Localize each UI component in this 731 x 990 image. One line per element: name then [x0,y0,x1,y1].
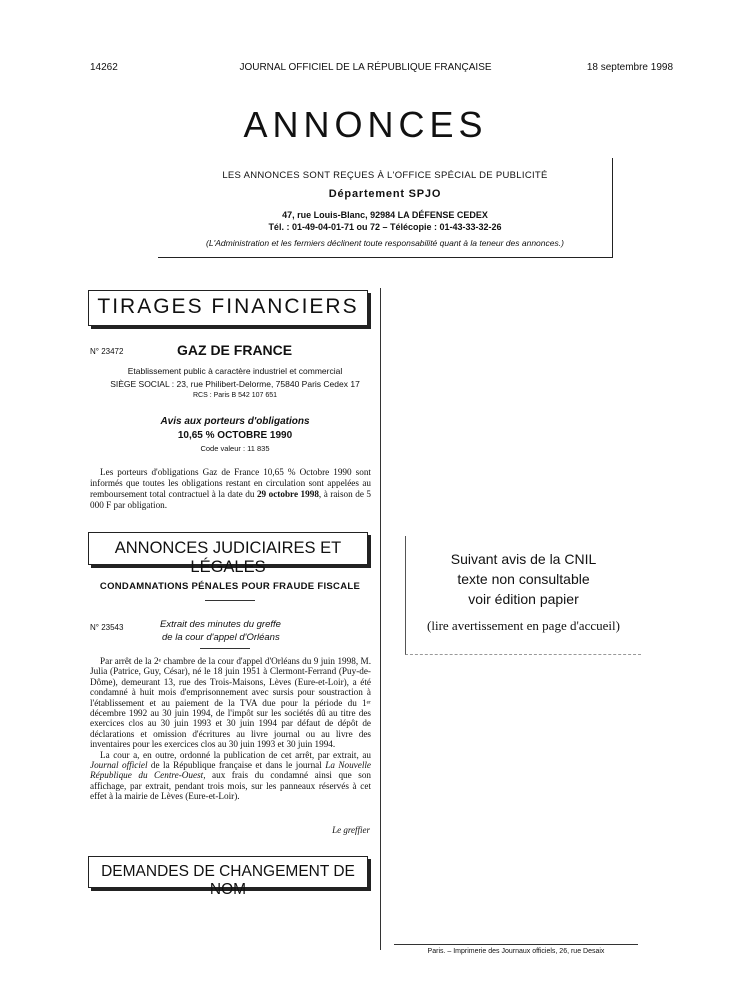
cnil-line-2: texte non consultable [457,571,590,587]
paragraph-2-text-c: , aux frais du condamné ainsi que son affichage, par extrait, pendant trois mois, sur les panneaux réservés à cet effet à la mairie de Lèves (Eure-et-Loir). [90,770,372,802]
company-rcs: RCS : Paris B 542 107 651 [192,392,278,399]
bond-title: 10,65 % OCTOBRE 1990 [177,430,293,441]
cnil-warning: (lire avertissement en page d'accueil) [427,618,620,633]
nom-heading: DEMANDES DE CHANGEMENT DE NOM [101,863,355,898]
journal-officiel-title: Journal officiel [90,760,148,771]
extract-title-line-2: de la cour d'appel d'Orléans [162,632,280,643]
announcement-number: N° 23472 [90,347,124,356]
extract-number: N° 23543 [90,623,124,632]
extract-title [160,618,375,644]
footer-rule [394,944,638,945]
company-status: Etablissement public à caractère industriel et commercial [127,366,343,376]
publicity-address: 47, rue Louis-Blanc, 92984 LA DÉFENSE CEDEX [282,210,488,220]
bond-notice-text-end: , à raison de 5 000 F par obligation. [90,489,371,510]
cnil-line-3: voir édition papier [468,591,579,607]
notice-title: Avis aux porteurs d'obligations [160,416,310,427]
publicity-intro: LES ANNONCES SONT REÇUES À L'OFFICE SPÉCIAL DE PUBLICITÉ [222,170,548,181]
tirages-heading-box [88,290,368,326]
publicity-disclaimer: (L'Administration et les fermiers déclinent toute responsabilité quant à la teneur des annonces.) [206,238,564,248]
greffier-signature: Le greffier [332,825,370,835]
company-seat: SIÈGE SOCIAL : 23, rue Philibert-Delorme, 75840 Paris Cedex 17 [110,379,360,389]
journal-name: JOURNAL OFFICIEL DE LA RÉPUBLIQUE FRANÇAISE [239,62,492,73]
paragraph-2-text-b: de la République française et dans le journal [147,760,326,771]
cnil-line-1: Suivant avis de la CNIL [450,551,597,567]
judiciaires-heading-box [88,532,368,576]
extract-title-line-1: Extrait des minutes du greffe [160,619,281,630]
fraud-section-title: CONDAMNATIONS PÉNALES POUR FRAUDE FISCALE [99,581,361,592]
publicity-department: Département SPJO [328,188,442,200]
bond-code: Code valeur : 11 835 [200,444,270,453]
company-name: GAZ DE FRANCE [177,342,293,358]
page-title: ANNONCES [243,104,488,145]
judiciaires-heading: ANNONCES JUDICIAIRES ET LÉGALES [114,539,342,576]
printer-imprint: Paris. – Imprimerie des Journaux officiels, 26, rue Desaix [427,948,605,955]
extract-body [90,656,371,802]
extract-paragraph-1: Par arrêt de la 2ᵉ chambre de la cour d'appel d'Orléans du 9 juin 1998, M. Julia (Patrice, Guy, César), né le 18 juin 1951 à Clermont-Ferrand (Puy-de-Dôme), demeurant 13, rue des Trois-Maisons, Lèves (Eure-et-Loir), a été condamné à huit mois d'emprisonnement avec sursis pour soustraction à l'établissement et au paiement de la TVA due pour la période du 1ᵉʳ décembre 1992 au 30 juin 1994, de l'impôt sur les sociétés dû au titre des exercices clos au 30 juin 1993 et 30 juin 1994 par défaut de dépôt de déclarations et omission d'écritures au livre journal ou au livre des inventaires pour les exercices clos au 30 juin 1993 et 30 juin 1994. [90,656,371,750]
tirages-heading: TIRAGES FINANCIERS [97,295,359,318]
bond-notice-text-start: Les porteurs d'obligations Gaz de France 10,65 % Octobre 1990 sont informés que toutes les obligations restant en circulation sont appelées au remboursement total contractuel à la date du [90,467,371,499]
newspaper-title: La Nouvelle République du Centre-Ouest [90,760,372,781]
paragraph-2-text-a: La cour a, en outre, ordonné la publication de cet arrêt, par extrait, au [100,749,371,760]
issue-date: 18 septembre 1998 [586,62,673,73]
extract-paragraph-2 [90,750,371,802]
column-divider [380,288,381,950]
nom-heading-box [88,856,368,898]
extract-rule [200,648,250,649]
page-number: 14262 [90,62,118,73]
bond-notice-date: 29 octobre 1998 [256,489,319,499]
cnil-notice-box [405,536,641,655]
bond-notice-body [90,467,371,511]
publicity-phone: Tél. : 01-49-04-01-71 ou 72 – Télécopie : 01-43-33-32-26 [268,222,502,232]
section-rule [205,600,255,601]
publicity-box [158,158,613,258]
